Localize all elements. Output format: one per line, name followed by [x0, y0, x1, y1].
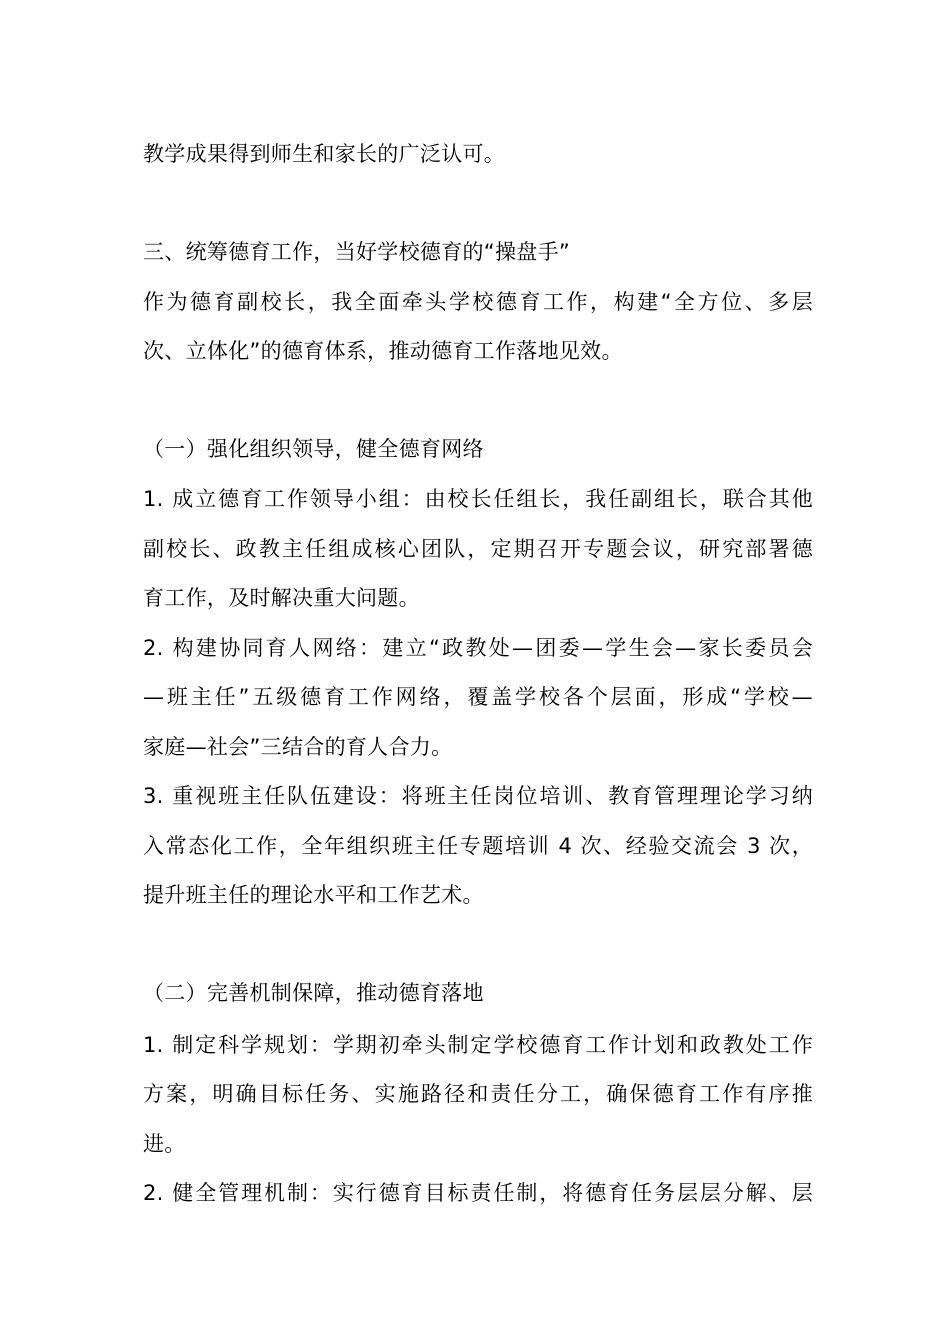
paragraph-line: 次、立体化”的德育体系，推动德育工作落地见效。 [143, 339, 623, 363]
list-item-line: —班主任”五级德育工作网络，覆盖学校各个层面，形成“学校— [143, 685, 813, 709]
list-item-line: 2. 健全管理机制：实行德育目标责任制，将德育任务层层分解、层 [143, 1181, 813, 1205]
list-item-line: 1. 成立德育工作领导小组：由校长任组长，我任副组长，联合其他 [143, 487, 813, 511]
subsection-heading: （二）完善机制保障，推动德育落地 [143, 981, 484, 1005]
list-item-line: 进。 [143, 1132, 186, 1156]
list-item-line: 2. 构建协同育人网络：建立“政教处—团委—学生会—家长委员会 [143, 636, 813, 660]
list-item-line: 提升班主任的理论水平和工作艺术。 [143, 883, 484, 907]
list-item-line: 副校长、政教主任组成核心团队，定期召开专题会议，研究部署德 [143, 537, 813, 561]
list-item-line: 育工作，及时解决重大问题。 [143, 586, 420, 610]
list-item-line: 入常态化工作，全年组织班主任专题培训 4 次、经验交流会 3 次， [143, 834, 813, 858]
section-heading: 三、统筹德育工作，当好学校德育的“操盘手” [143, 240, 571, 264]
subsection-heading: （一）强化组织领导，健全德育网络 [143, 437, 484, 461]
list-item-line: 1. 制定科学规划：学期初牵头制定学校德育工作计划和政教处工作 [143, 1033, 813, 1057]
list-item-line: 3. 重视班主任队伍建设：将班主任岗位培训、教育管理理论学习纳 [143, 784, 813, 808]
paragraph-line: 作为德育副校长，我全面牵头学校德育工作，构建“全方位、多层 [143, 290, 813, 314]
paragraph-line: 教学成果得到师生和家长的广泛认可。 [143, 142, 506, 166]
list-item-line: 家庭—社会”三结合的育人合力。 [143, 735, 453, 759]
list-item-line: 方案，明确目标任务、实施路径和责任分工，确保德育工作有序推 [143, 1082, 813, 1106]
